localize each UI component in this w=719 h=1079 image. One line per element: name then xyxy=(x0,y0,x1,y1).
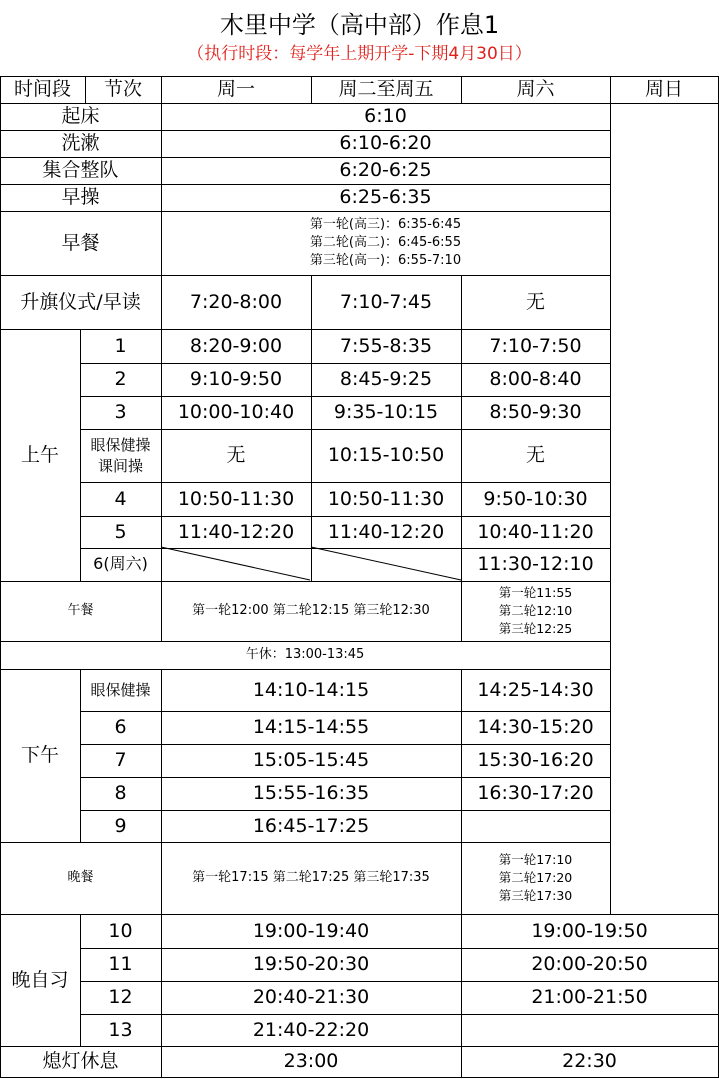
morning-saturday: 无 xyxy=(525,444,545,467)
diagonal-mon-session6 xyxy=(161,547,310,580)
afternoon-weekday: 15:05-15:45 xyxy=(252,749,370,772)
morning-saturday: 9:50-10:30 xyxy=(483,487,588,510)
afternoon-weekday: 16:45-17:25 xyxy=(252,814,370,837)
afternoon-weekday: 14:10-14:15 xyxy=(252,678,370,701)
evening-weekend: 21:00-21:50 xyxy=(531,986,648,1009)
assembly-label: 集合整队 xyxy=(42,159,119,182)
header-monday: 周一 xyxy=(216,78,255,101)
afternoon-session: 7 xyxy=(114,749,127,772)
header-tuesday-friday: 周二至周五 xyxy=(338,78,434,101)
exercise-time: 6:25-6:35 xyxy=(339,186,432,209)
lights-out-weekday: 23:00 xyxy=(283,1050,339,1073)
evening-weekend: 19:00-19:50 xyxy=(531,919,648,942)
afternoon-saturday: 14:25-14:30 xyxy=(477,678,594,701)
morning-session: 1 xyxy=(114,334,127,357)
morning-tuesday-friday: 11:40-12:20 xyxy=(327,520,445,543)
morning-monday: 11:40-12:20 xyxy=(177,520,295,543)
afternoon-saturday: 16:30-17:20 xyxy=(477,782,594,805)
morning-tuesday-friday: 7:55-8:35 xyxy=(339,334,433,357)
afternoon-session: 眼保健操 xyxy=(90,681,151,699)
lights-out-label: 熄灯休息 xyxy=(42,1050,119,1073)
lunch-saturday-line: 第二轮12:10 xyxy=(498,602,573,618)
wash-time: 6:10-6:20 xyxy=(339,132,432,155)
exercise-label: 早操 xyxy=(61,186,100,209)
dinner-saturday-line: 第三轮17:30 xyxy=(498,888,573,904)
morning-saturday: 8:00-8:40 xyxy=(489,368,582,391)
afternoon-session: 6 xyxy=(114,716,127,739)
morning-saturday: 7:10-7:50 xyxy=(489,334,582,357)
lunch-label: 午餐 xyxy=(67,602,94,618)
afternoon-saturday: 14:30-15:20 xyxy=(477,716,594,739)
afternoon-label: 下午 xyxy=(20,744,59,767)
dinner-saturday-line: 第二轮17:20 xyxy=(498,869,573,885)
morning-session: 6(周六) xyxy=(93,554,148,574)
header-session: 节次 xyxy=(103,78,142,101)
dinner-saturday-line: 第一轮17:10 xyxy=(498,851,573,867)
nap-time: 午休：13:00-13:45 xyxy=(245,646,365,662)
morning-monday: 10:00-10:40 xyxy=(177,401,295,424)
afternoon-session: 8 xyxy=(114,782,127,805)
breakfast-rounds-line: 第二轮(高二)：6:45-6:55 xyxy=(309,234,462,250)
morning-monday: 10:50-11:30 xyxy=(177,487,295,510)
evening-weekday: 19:50-20:30 xyxy=(252,953,370,976)
breakfast-rounds-line: 第三轮(高一)：6:55-7:10 xyxy=(309,253,462,269)
morning-tuesday-friday: 10:15-10:50 xyxy=(327,444,445,467)
morning-saturday: 11:30-12:10 xyxy=(477,553,594,576)
afternoon-saturday: 15:30-16:20 xyxy=(477,749,594,772)
flag-tuesday-friday: 7:10-7:45 xyxy=(339,290,433,313)
lunch-saturday-line: 第一轮11:55 xyxy=(498,584,573,600)
assembly-time: 6:20-6:25 xyxy=(339,159,432,182)
header-saturday: 周六 xyxy=(516,78,555,101)
evening-session: 10 xyxy=(108,919,133,942)
morning-saturday: 10:40-11:20 xyxy=(477,520,594,543)
evening-weekday: 20:40-21:30 xyxy=(252,986,370,1009)
page-subtitle: （执行时段：每学年上期开学-下期4月30日） xyxy=(187,44,532,64)
wake-time: 6:10 xyxy=(364,105,407,128)
evening-weekday: 19:00-19:40 xyxy=(252,919,370,942)
morning-session: 3 xyxy=(114,401,127,424)
evening-session: 11 xyxy=(108,953,133,976)
morning-monday: 无 xyxy=(226,444,246,467)
morning-session: 眼保健操 课间操 xyxy=(90,435,151,475)
evening-weekday: 21:40-22:20 xyxy=(252,1018,370,1041)
flag-saturday: 无 xyxy=(525,290,545,313)
morning-session: 5 xyxy=(114,520,127,543)
lunch-weekday: 第一轮12:00 第二轮12:15 第三轮12:30 xyxy=(192,602,430,618)
flag-label: 升旗仪式/早读 xyxy=(20,290,141,313)
evening-session: 13 xyxy=(108,1018,133,1041)
header-period: 时间段 xyxy=(13,78,71,101)
afternoon-session: 9 xyxy=(114,814,127,837)
lights-out-weekend: 22:30 xyxy=(562,1050,617,1073)
evening-weekend: 20:00-20:50 xyxy=(531,953,648,976)
evening-label: 晚自习 xyxy=(11,968,69,991)
morning-session: 4 xyxy=(114,487,127,510)
afternoon-weekday: 15:55-16:35 xyxy=(252,782,370,805)
afternoon-weekday: 14:15-14:55 xyxy=(252,716,370,739)
lunch-saturday-line: 第三轮12:25 xyxy=(498,621,573,637)
dinner-label: 晚餐 xyxy=(67,869,94,885)
morning-saturday: 8:50-9:30 xyxy=(489,401,582,424)
dinner-weekday: 第一轮17:15 第二轮17:25 第三轮17:35 xyxy=(192,869,430,885)
morning-monday: 9:10-9:50 xyxy=(189,368,283,391)
morning-tuesday-friday: 10:50-11:30 xyxy=(327,487,445,510)
diagonal-tuefri-session6 xyxy=(311,547,461,580)
morning-label: 上午 xyxy=(20,443,59,466)
page-title: 木里中学（高中部）作息1 xyxy=(219,11,500,39)
wake-label: 起床 xyxy=(61,105,100,128)
wash-label: 洗漱 xyxy=(61,132,100,155)
morning-tuesday-friday: 9:35-10:15 xyxy=(333,401,439,424)
breakfast-rounds-line: 第一轮(高三)：6:35-6:45 xyxy=(309,216,462,232)
breakfast-label: 早餐 xyxy=(61,231,100,254)
header-sunday: 周日 xyxy=(644,78,683,101)
morning-monday: 8:20-9:00 xyxy=(189,334,283,357)
morning-session: 2 xyxy=(114,368,127,391)
morning-tuesday-friday: 8:45-9:25 xyxy=(339,368,433,391)
flag-monday: 7:20-8:00 xyxy=(189,290,283,313)
evening-session: 12 xyxy=(108,986,133,1009)
